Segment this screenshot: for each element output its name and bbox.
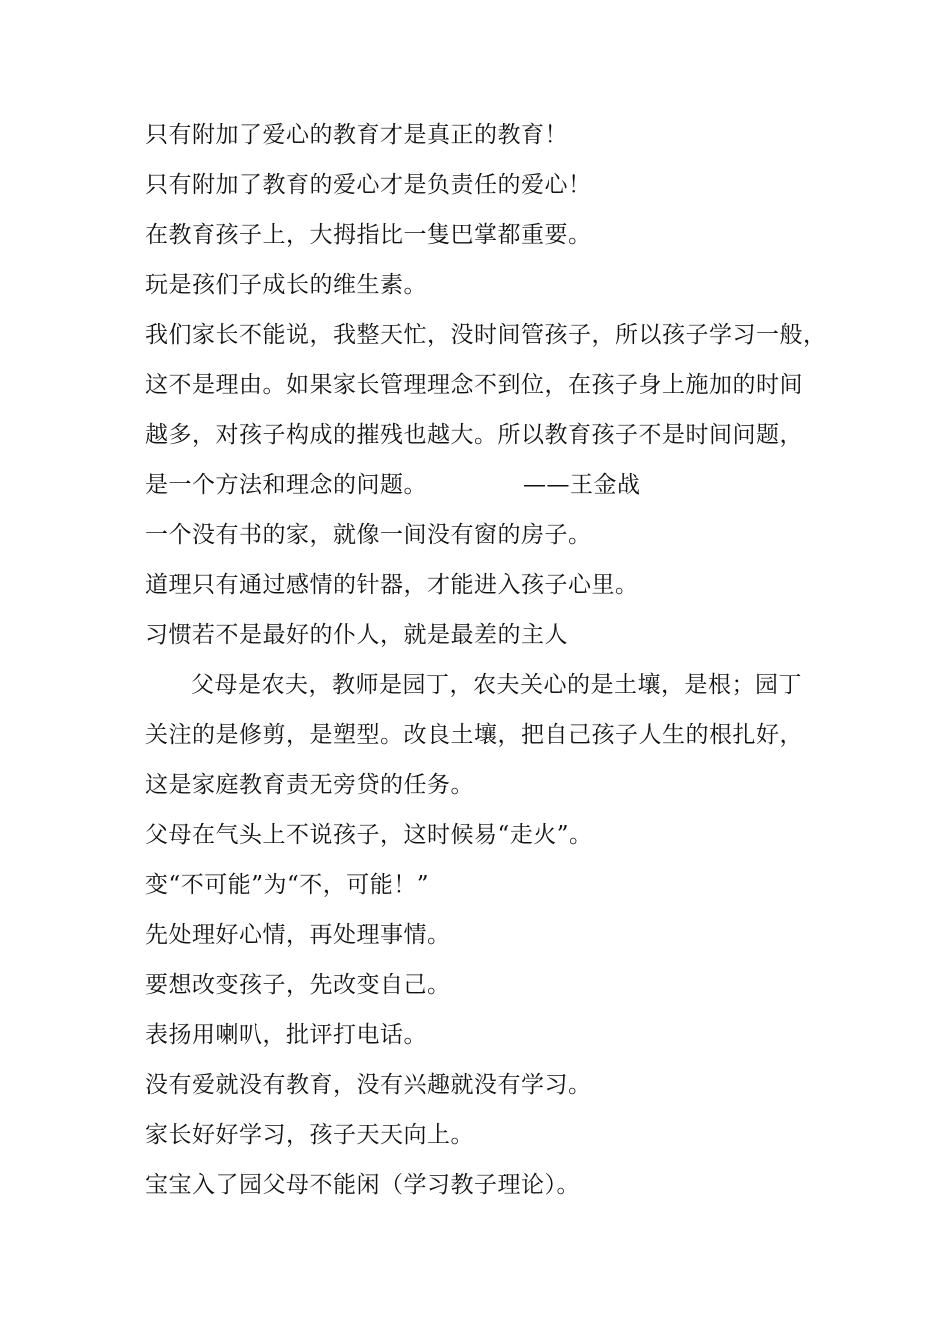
text-line: 在教育孩子上，大拇指比一隻巴掌都重要。	[145, 222, 592, 248]
text-line: 家长好好学习，孩子天天向上。	[145, 1122, 474, 1148]
text-line: 只有附加了教育的爱心才是负责任的爱心！	[145, 172, 592, 198]
text-line: 只有附加了爱心的教育才是真正的教育！	[145, 122, 568, 148]
text-line: 越多，对孩子构成的摧残也越大。所以教育孩子不是时间问题，	[145, 422, 803, 448]
text-line-with-attribution	[145, 460, 815, 510]
text-line: 这是家庭教育责无旁贷的任务。	[145, 772, 474, 798]
text-line: 我们家长不能说，我整天忙，没时间管孩子，所以孩子学习一般，	[145, 322, 827, 348]
text-line-content: 是一个方法和理念的问题。	[145, 472, 427, 498]
document-body	[145, 110, 827, 1210]
text-line: 变“不可能”为“不，可能！”	[145, 872, 430, 898]
text-line: 宝宝入了园父母不能闲（学习教子理论）。	[145, 1172, 580, 1198]
text-line: 表扬用喇叭，批评打电话。	[145, 1022, 427, 1048]
text-line: 道理只有通过感情的针器，才能进入孩子心里。	[145, 572, 639, 598]
text-line: 这不是理由。如果家长管理理念不到位，在孩子身上施加的时间	[145, 372, 803, 398]
text-line: 先处理好心情，再处理事情。	[145, 922, 451, 948]
text-line: 习惯若不是最好的仆人，就是最差的主人	[145, 622, 568, 648]
text-line: 玩是孩们子成长的维生素。	[145, 272, 427, 298]
text-line: 要想改变孩子，先改变自己。	[145, 972, 451, 998]
text-line: 一个没有书的家，就像一间没有窗的房子。	[145, 522, 592, 548]
text-line: 没有爱就没有教育，没有兴趣就没有学习。	[145, 1072, 592, 1098]
text-line: 父母在气头上不说孩子，这时候易“走火”。	[145, 822, 593, 848]
text-line: 关注的是修剪，是塑型。改良土壤，把自己孩子人生的根扎好，	[145, 722, 803, 748]
paragraph-first-line: 父母是农夫，教师是园丁，农夫关心的是土壤，是根；园丁	[191, 672, 802, 698]
quote-attribution: ——王金战	[523, 472, 641, 498]
